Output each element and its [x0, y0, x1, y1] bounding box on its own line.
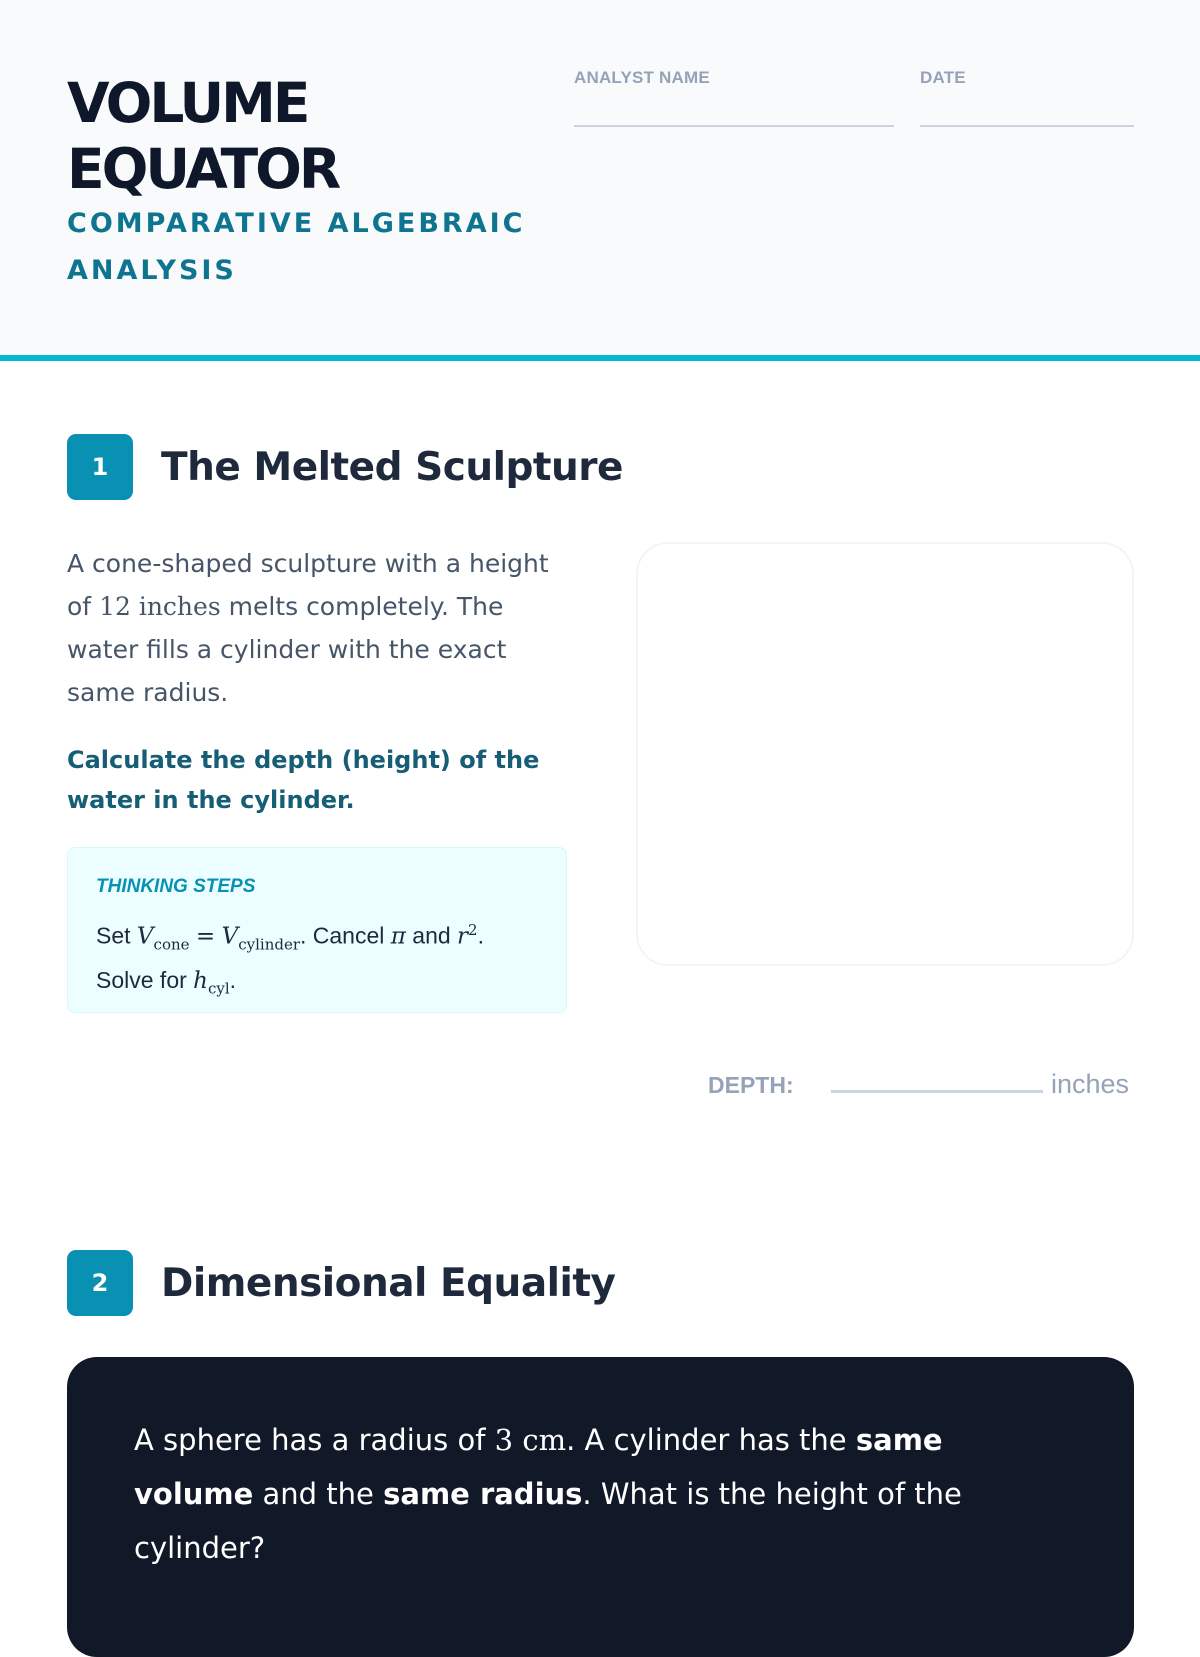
- section-1-number-badge: 1: [67, 434, 133, 500]
- section-1-task: Calculate the depth (height) of the water in the cylinder.: [67, 746, 540, 814]
- worksheet-header: [0, 0, 1200, 361]
- depth-answer-input-line[interactable]: [831, 1090, 1043, 1093]
- problem-text-suffix: melts completely. The water fills a cylinder with the exact same radius.: [67, 592, 507, 707]
- title-line-1: VOLUME: [67, 71, 308, 135]
- section-2-number-badge: 2: [67, 1250, 133, 1316]
- thinking-steps-text: Set $V_{cone} = V_{cylinder}$. Cancel π and $r^2$. Solve for $h_{cyl}$.: [96, 921, 484, 998]
- sphere-radius-value: 3 cm: [494, 1423, 567, 1457]
- thinking-set-word: Set: [96, 922, 131, 949]
- section-2-problem-card: [67, 1357, 1134, 1657]
- thinking-cone-subscript: cone: [153, 935, 190, 954]
- section-2-header: [67, 1250, 615, 1316]
- thinking-v-symbol: V: [221, 923, 239, 950]
- depth-answer-label: DEPTH:: [708, 1072, 794, 1098]
- same-volume-emphasis: same volume: [134, 1423, 943, 1511]
- depth-answer-row: [708, 1066, 1134, 1106]
- problem-2-text-c: and the: [262, 1477, 374, 1511]
- problem-text-prefix: A cone-shaped sculpture with a height of: [67, 549, 549, 621]
- worksheet-title: [67, 70, 527, 202]
- title-line-2: EQUATOR: [67, 137, 339, 201]
- thinking-cyl-subscript: cyl: [207, 979, 230, 998]
- thinking-and-word: and: [412, 922, 451, 949]
- thinking-cancel-word: . Cancel: [300, 922, 385, 949]
- date-field[interactable]: [920, 68, 1134, 127]
- section-2-problem-text: [134, 1413, 1034, 1575]
- thinking-steps-label: THINKING STEPS: [96, 876, 256, 897]
- section-2-title: Dimensional Equality: [161, 1260, 616, 1306]
- section-1-title: The Melted Sculpture: [161, 444, 623, 490]
- analyst-name-line[interactable]: [574, 125, 894, 127]
- problem-2-text-b: . A cylinder has the: [566, 1423, 847, 1457]
- depth-answer-unit: inches: [1051, 1069, 1130, 1099]
- thinking-r-symbol: r: [457, 923, 469, 950]
- section-1-problem: [67, 542, 567, 714]
- worksheet-subtitle: COMPARATIVE ALGEBRAIC ANALYSIS: [67, 208, 526, 286]
- problem-2-text-d: . What is the height of the cylinder?: [134, 1477, 962, 1565]
- thinking-cylinder-subscript: cylinder: [238, 935, 300, 954]
- problem-height-value: 12 inches: [99, 592, 221, 621]
- thinking-pi-symbol: π: [390, 923, 406, 950]
- section-1-header: [67, 434, 623, 500]
- thinking-h-symbol: h: [193, 968, 208, 995]
- thinking-solve-word: Solve for: [96, 967, 187, 994]
- sketch-work-area[interactable]: [636, 542, 1134, 966]
- problem-2-text-a: A sphere has a radius of: [134, 1423, 486, 1457]
- date-line[interactable]: [920, 125, 1134, 127]
- thinking-steps-box: [67, 847, 567, 1013]
- thinking-equals-sign: =: [195, 923, 216, 950]
- date-label: DATE: [920, 68, 966, 87]
- analyst-name-field[interactable]: [574, 68, 894, 127]
- analyst-name-label: ANALYST NAME: [574, 68, 710, 87]
- thinking-v-symbol: V: [136, 923, 154, 950]
- thinking-square-exponent: 2: [468, 921, 478, 939]
- same-radius-emphasis: same radius: [383, 1477, 583, 1511]
